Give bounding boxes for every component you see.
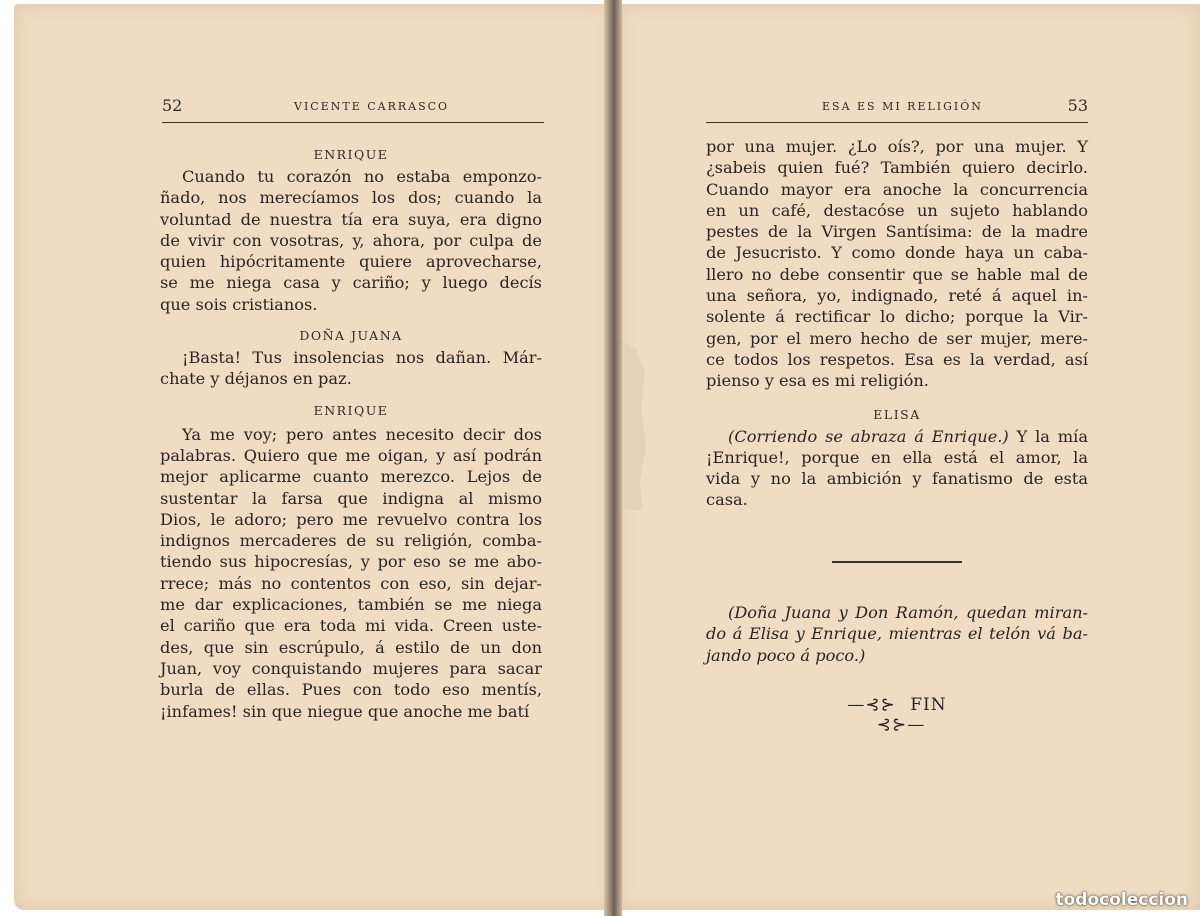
text-line: des, que sin escrúpulo, á estilo de un don bbox=[160, 637, 542, 657]
text-line: ¡infames! sin que niegue que anoche me batí bbox=[160, 701, 530, 721]
right-page-text bbox=[706, 136, 1088, 511]
left-page-number: 52 bbox=[162, 96, 183, 115]
speaker-enrique: ENRIQUE bbox=[313, 147, 389, 162]
text-line: palabras. Quiero que me oigan, y así podrán bbox=[160, 445, 542, 465]
text-line: pestes de la Virgen Santísima: de la madre bbox=[706, 222, 1088, 242]
fin-mark bbox=[836, 695, 966, 735]
text-line: ¡Basta! Tus insolencias nos dañan. Már- bbox=[182, 348, 542, 368]
text-line: vida y no la ambición y fanatismo de esta bbox=[706, 469, 1088, 489]
text-line: ¡Enrique!, porque en ella está el amor, la bbox=[706, 447, 1088, 467]
text-line: me dar explicaciones, también se me niega bbox=[160, 595, 542, 615]
text-line: Ya me voy; pero antes necesito decir dos bbox=[182, 424, 542, 444]
fin-ornament-left: —⊰⊱ bbox=[847, 695, 896, 715]
speaker-enrique-2: ENRIQUE bbox=[313, 402, 389, 418]
text-line: tiendo sus hipocresías, y por eso se me abo- bbox=[160, 552, 542, 572]
text-line: de vivir con vosotras, y, ahora, por culpa de bbox=[160, 230, 542, 250]
text-line: rrece; más no contentos con eso, sin dejar- bbox=[160, 573, 542, 593]
text-line: por una mujer. ¿Lo oís?, por una mujer. Y bbox=[706, 137, 1088, 156]
text-line: de Jesucristo. Y como donde haya un caba- bbox=[706, 243, 1088, 263]
text-line: chate y déjanos en paz. bbox=[160, 369, 352, 389]
fin-text: FIN bbox=[910, 695, 947, 715]
right-running-head: ESA ES MI RELIGIÓN bbox=[822, 100, 983, 113]
closing-rule bbox=[832, 561, 962, 563]
final-stage-direction bbox=[706, 602, 1088, 666]
fin-ornament-right: ⊰⊱— bbox=[876, 715, 926, 735]
text-line: se me niega casa y cariño; y luego decís bbox=[160, 273, 542, 293]
right-page-number: 53 bbox=[1067, 96, 1088, 115]
enrique-speech-2 bbox=[160, 424, 542, 722]
text-line: jando poco á poco.) bbox=[706, 645, 866, 665]
text-line: ¿sabeis quien fué? También quiero decirlo. bbox=[706, 158, 1088, 178]
text-line: una señora, yo, indignado, reté á aquel in- bbox=[706, 286, 1088, 306]
text-line: do á Elisa y Enrique, mientras el telón vá ba- bbox=[706, 624, 1088, 644]
left-page-text bbox=[160, 144, 542, 722]
elisa-line-start: Y la mía bbox=[1008, 426, 1088, 446]
text-line: gen, por el mero hecho de ser mujer, mere- bbox=[706, 328, 1088, 348]
left-running-head: VICENTE CARRASCO bbox=[294, 100, 450, 113]
text-line: Cuando mayor era anoche la concurrencia bbox=[706, 179, 1088, 199]
text-line: (Doña Juana y Don Ramón, quedan miran- bbox=[728, 603, 1088, 622]
text-line: casa. bbox=[706, 490, 748, 510]
text-line: quien hipócritamente quiere aprovecharse, bbox=[160, 252, 542, 272]
text-line: ñado, nos merecíamos los dos; cuando la bbox=[160, 188, 542, 208]
text-line: pienso y esa es mi religión. bbox=[706, 371, 929, 391]
watermark: todocoleccion bbox=[1055, 890, 1188, 910]
text-line: Juan, voy conquistando mujeres para sacar bbox=[160, 658, 542, 678]
text-line: mejor aplicarme cuanto merezco. Lejos de bbox=[160, 467, 542, 487]
text-line: Dios, le adoro; pero me revuelvo contra los bbox=[160, 509, 542, 529]
text-line: Cuando tu corazón no estaba emponzo- bbox=[182, 167, 542, 186]
book-binding bbox=[604, 0, 622, 916]
text-line: solente á rectificar lo dicho; porque la Vir- bbox=[706, 307, 1088, 327]
text-line: en un café, destacóse un sujeto hablando bbox=[706, 200, 1088, 220]
text-line: el cariño que era toda mi vida. Creen uste- bbox=[160, 616, 542, 636]
speaker-elisa: ELISA bbox=[873, 406, 921, 422]
text-line: sustentar la farsa que indigna al mismo bbox=[160, 488, 542, 508]
elisa-stage-direction: (Corriendo se abraza á Enrique.) bbox=[728, 426, 1009, 446]
dona-juana-speech bbox=[160, 347, 542, 390]
text-line: que sois cristianos. bbox=[160, 294, 318, 314]
speaker-dona-juana: DOÑA JUANA bbox=[299, 328, 403, 344]
text-line: llero no debe consentir que se hable mal de bbox=[706, 264, 1088, 284]
text-line: indignos mercaderes de su religión, comba- bbox=[160, 531, 542, 551]
text-line: ce todos los respetos. Esa es la verdad, así bbox=[706, 349, 1088, 369]
text-line: voluntad de nuestra tía era suya, era digno bbox=[160, 209, 542, 229]
elisa-speech bbox=[706, 447, 1088, 511]
enrique-speech-1 bbox=[160, 166, 542, 315]
elisa-first-line bbox=[706, 426, 1088, 447]
enrique-speech-continued bbox=[706, 136, 1088, 392]
left-page-header bbox=[162, 96, 544, 123]
text-line: burla de ellas. Pues con todo eso mentís, bbox=[160, 680, 542, 700]
right-page-header bbox=[706, 96, 1088, 123]
